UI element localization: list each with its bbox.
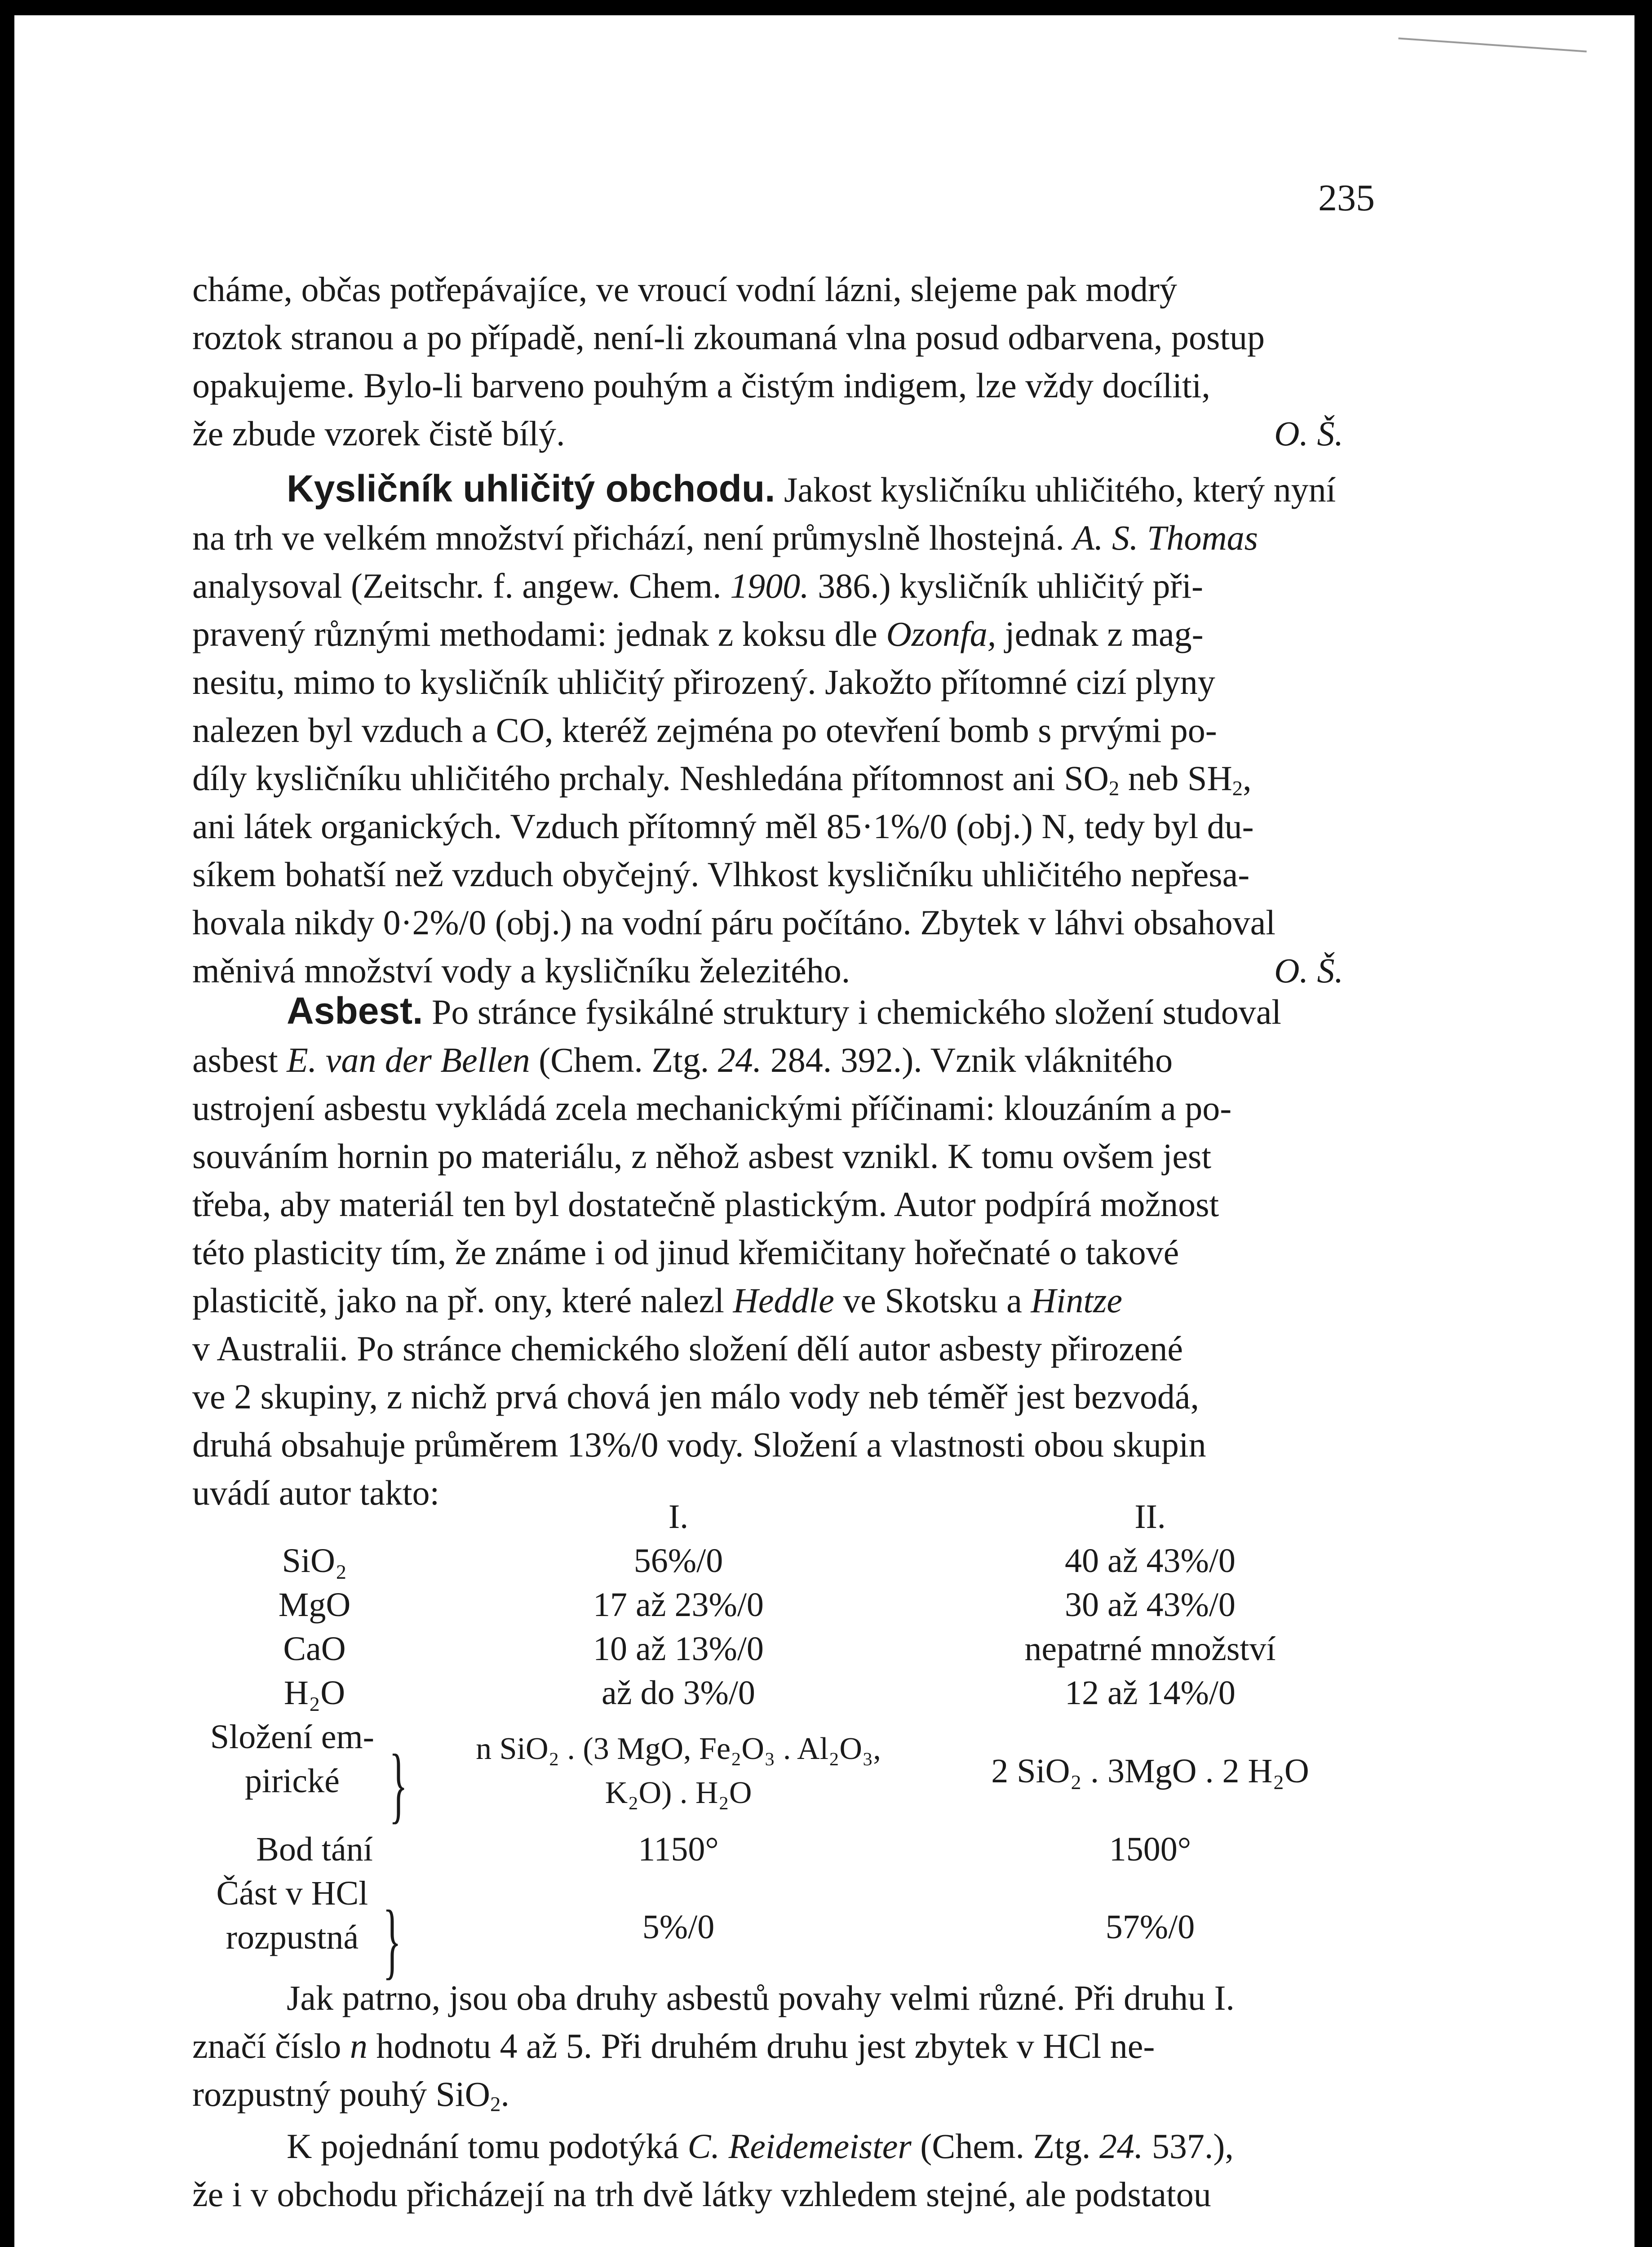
- row-label: Bod tání: [256, 1830, 373, 1868]
- author-name: C. Reidemeister: [687, 2127, 912, 2166]
- table-row: [189, 1671, 1384, 1715]
- text-line: [192, 1036, 1370, 1084]
- table-header-cell: II.: [1134, 1498, 1166, 1536]
- text-span: (Chem. Ztg.: [911, 2127, 1099, 2166]
- subscript: 2: [490, 2092, 501, 2116]
- paragraph-continuation: [192, 265, 1370, 457]
- text-span: díly kysličníku uhličitého prchaly. Neshledána přítomnost ani SO: [192, 759, 1109, 798]
- volume: 24.: [1099, 2127, 1143, 2166]
- text-line: [192, 2022, 1370, 2070]
- text-line-content: že zbude vzorek čistě bílý.: [192, 414, 565, 453]
- table-cell: až do 3%/0: [602, 1674, 755, 1712]
- table-cell: 17 až 23%/0: [593, 1586, 764, 1624]
- text-span: asbest: [192, 1040, 287, 1079]
- text-span: značí číslo: [192, 2026, 350, 2065]
- text-line: [192, 514, 1370, 562]
- text-span: analysoval (Zeitschr. f. angew. Chem.: [192, 566, 731, 605]
- text-span: 284. 392.). Vznik vláknitého: [762, 1040, 1173, 1079]
- text-line: síkem bohatší než vzduch obyčejný. Vlhkost kysličníku uhličitého nepřesa-: [192, 855, 1250, 894]
- text-line: [192, 465, 1370, 514]
- text-span: pravený různými methodami: jednak z koksu dle: [192, 614, 886, 653]
- page-number: 235: [1318, 177, 1375, 219]
- text-line: [192, 2070, 1370, 2118]
- text-line: [192, 1276, 1370, 1324]
- table-cell: 1150°: [638, 1830, 719, 1868]
- article-heading: Asbest.: [287, 990, 423, 1032]
- table-row: [189, 1627, 1384, 1671]
- text-line: [192, 987, 1370, 1036]
- variable: n: [350, 2026, 368, 2065]
- table-cell: 10 až 13%/0: [593, 1630, 764, 1668]
- table-cell: 56%/0: [633, 1542, 723, 1580]
- text-span: jednak z mag-: [996, 614, 1204, 653]
- person-name: Ozonfa,: [886, 614, 997, 653]
- text-span: měnivá množství vody a kysličníku železitého.: [192, 951, 850, 990]
- table-cell: 2 SiO₂ . 3MgO . 2 H₂O: [991, 1752, 1309, 1790]
- label-line: pirické: [244, 1762, 340, 1800]
- paragraph-reidemeister: [192, 2122, 1370, 2218]
- subscript: 2: [1108, 777, 1120, 800]
- article-asbestos: [192, 987, 1370, 1517]
- text-line: třeba, aby materiál ten byl dostatečně plastickým. Autor podpírá možnost: [192, 1185, 1219, 1224]
- table-cell: 30 až 43%/0: [1065, 1586, 1236, 1624]
- text-span: rozpustný pouhý SiO: [192, 2074, 490, 2114]
- table-cell: 5%/0: [642, 1908, 715, 1946]
- table: [189, 1495, 1384, 1988]
- label-line: rozpustná: [226, 1918, 359, 1956]
- table-cell: n SiO₂ . (3 MgO, Fe₂O₃ . Al₂O₃, K₂O) . H₂O: [476, 1731, 881, 1810]
- row-label: [189, 1871, 440, 1988]
- text-line: cháme, občas potřepávajíce, ve vroucí vodní lázni, slejeme pak modrý: [192, 270, 1177, 309]
- brace-glyph: }: [383, 1893, 402, 1988]
- article-heading: Kysličník uhličitý obchodu.: [287, 467, 775, 510]
- text-line: roztok stranou a po případě, není-li zkoumaná vlna posud odbarvena, postup: [192, 318, 1265, 357]
- text-span: hodnotu 4 až 5. Při druhém druhu jest zbytek v HCl ne-: [367, 2026, 1155, 2065]
- text-line: [192, 2122, 1370, 2170]
- text-span: Po stránce fysikálné struktury i chemického složení studoval: [423, 992, 1281, 1031]
- table-row: [189, 1539, 1384, 1583]
- text-line: ve 2 skupiny, z nichž prvá chová jen málo vody neb téměř jest bezvodá,: [192, 1377, 1200, 1416]
- text-span: 386.) kysličník uhličitý při-: [809, 566, 1203, 605]
- text-line: nalezen byl vzduch a CO, kteréž zejména po otevření bomb s prvými po-: [192, 711, 1217, 750]
- author-name: A. S. Thomas: [1073, 518, 1258, 557]
- text-span: .: [500, 2074, 509, 2114]
- subscript: 2: [1232, 777, 1243, 800]
- brace-glyph: }: [389, 1737, 408, 1832]
- text-line: Jak patrno, jsou oba druhy asbestů povahy velmi různé. Při druhu I.: [287, 1978, 1235, 2017]
- text-span: ve Skotsku a: [834, 1281, 1031, 1320]
- volume: 24.: [717, 1040, 762, 1079]
- text-line: [192, 610, 1370, 658]
- text-line: této plasticity tím, že známe i od jinud křemičitany hořečnaté o takové: [192, 1233, 1179, 1272]
- row-label: SiO₂: [282, 1542, 347, 1580]
- year: 1900.: [730, 566, 809, 605]
- person-name: Heddle: [733, 1281, 834, 1320]
- text-line: [192, 409, 1370, 457]
- text-line: ustrojení asbestu vykládá zcela mechanickými příčinami: klouzáním a po-: [192, 1088, 1232, 1128]
- table-cell: 57%/0: [1105, 1908, 1195, 1946]
- asbestos-composition-table: [189, 1495, 1384, 1988]
- row-label: [189, 1715, 440, 1832]
- text-span: (Chem. Ztg.: [530, 1040, 718, 1079]
- text-line: v Australii. Po stránce chemického složení dělí autor asbesty přirozené: [192, 1329, 1183, 1368]
- label-line: Část v HCl: [216, 1874, 368, 1912]
- text-line: nesitu, mimo to kysličník uhličitý přirozený. Jakožto přítomné cizí plyny: [192, 662, 1215, 702]
- row-label: MgO: [278, 1586, 351, 1624]
- paragraph-conclusion: [192, 1974, 1370, 2118]
- text-line: ani látek organických. Vzduch přítomný měl 85·1%/0 (obj.) N, tedy byl du-: [192, 807, 1254, 846]
- text-span: 537.),: [1143, 2127, 1234, 2166]
- text-line: uvádí autor takto:: [192, 1473, 440, 1512]
- table-header-cell: I.: [668, 1498, 689, 1536]
- table-cell: 40 až 43%/0: [1065, 1542, 1236, 1580]
- text-line: [192, 754, 1370, 802]
- text-span: na trh ve velkém množství přichází, není průmyslně lhostejná.: [192, 518, 1073, 557]
- row-label: CaO: [283, 1630, 346, 1668]
- article-carbon-dioxide: [192, 465, 1370, 995]
- table-row: [189, 1871, 1384, 1984]
- text-line: hovala nikdy 0·2%/0 (obj.) na vodní páru počítáno. Zbytek v láhvi obsahoval: [192, 903, 1276, 942]
- author-name: E. van der Bellen: [287, 1040, 530, 1079]
- text-span: K pojednání tomu podotýká: [287, 2127, 688, 2166]
- table-cell: 1500°: [1109, 1830, 1191, 1868]
- label-line: Složení em-: [210, 1718, 374, 1756]
- table-row: [189, 1583, 1384, 1627]
- text-span: neb SH: [1119, 759, 1232, 798]
- table-row: [189, 1827, 1384, 1871]
- row-label-text: [216, 1871, 368, 1959]
- table-cell: 12 až 14%/0: [1065, 1674, 1236, 1712]
- text-line: že i v obchodu přicházejí na trh dvě látky vzhledem stejné, ale podstatou: [192, 2175, 1211, 2214]
- text-line: opakujeme. Bylo-li barveno pouhým a čistým indigem, lze vždy docíliti,: [192, 366, 1210, 405]
- text-span: plasticitě, jako na př. ony, které nalezl: [192, 1281, 733, 1320]
- row-label: H₂O: [283, 1674, 345, 1712]
- text-line: souváním hornin po materiálu, z něhož asbest vznikl. K tomu ovšem jest: [192, 1137, 1212, 1176]
- text-span: Jakost kysličníku uhličitého, který nyní: [775, 470, 1336, 509]
- table-header-row: [189, 1495, 1384, 1539]
- scan-artifact-line: [1398, 37, 1586, 52]
- signature: O. Š.: [1274, 951, 1343, 990]
- table-cell: nepatrné množství: [1024, 1630, 1276, 1668]
- row-label-text: [210, 1715, 374, 1803]
- table-header-cell: [189, 1495, 440, 1539]
- person-name: Hintze: [1031, 1281, 1123, 1320]
- text-line: [192, 562, 1370, 610]
- text-span: ,: [1243, 759, 1252, 798]
- signature: O. Š.: [1274, 414, 1343, 453]
- table-row: [189, 1715, 1384, 1827]
- text-line: druhá obsahuje průměrem 13%/0 vody. Složení a vlastnosti obou skupin: [192, 1425, 1206, 1464]
